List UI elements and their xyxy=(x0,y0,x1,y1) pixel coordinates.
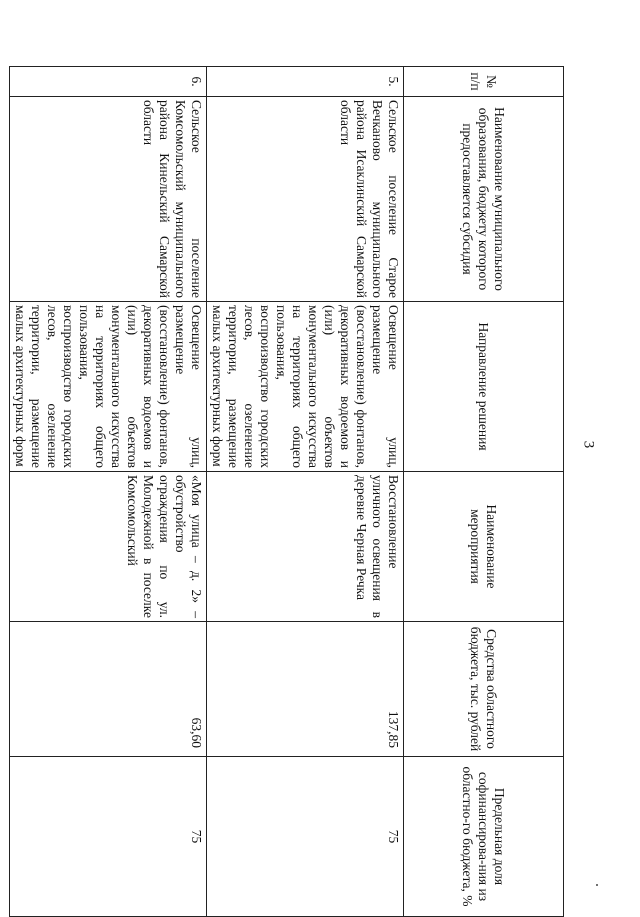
event-cell: Восстановление уличного освещения в деревне Черная Речка xyxy=(207,472,404,622)
funds-cell: 63,60 xyxy=(10,622,207,757)
row-number: 5. xyxy=(207,67,404,97)
direction-cell: Освещение улиц, размещение (восстановление) фонтанов, декоративных водоемов и (или) объектов монументального искусства на территориях общего пользования, воспроизводство городских лесов, озеленение территории, размещение малых архитектурных форм xyxy=(10,302,207,472)
direction-cell: Освещение улиц, размещение (восстановление) фонтанов, декоративных водоемов и (или) объектов монументального искусства на территориях общего пользования, воспроизводство городских лесов, озеленение территории, размещение малых архитектурных форм xyxy=(207,302,404,472)
table-row xyxy=(207,67,404,917)
header-municipality: Наименование муниципального образования, бюджету которого предоставляется субсидия xyxy=(404,97,564,302)
table-header-row xyxy=(404,67,564,917)
scan-speck xyxy=(596,884,598,886)
municipality-cell: Сельское поселение Старое Вечканово муниципального района Исаклинский Самарской области xyxy=(207,97,404,302)
subsidy-table xyxy=(9,66,564,917)
municipality-cell: Сельское поселение Комсомольский муниципального района Кинельский Самарской области xyxy=(10,97,207,302)
page-number: 3 xyxy=(580,440,597,449)
share-cell: 75 xyxy=(10,757,207,917)
header-share: Предельная доля софинансирова-ния из областно-го бюджета, % xyxy=(404,757,564,917)
header-direction: Направление решения xyxy=(404,302,564,472)
table-row xyxy=(10,67,207,917)
header-event: Наименование мероприятия xyxy=(404,472,564,622)
event-cell: «Моя улица – д. 2» – обустройство ограждения по ул. Молодежной в поселке Комсомольский xyxy=(10,472,207,622)
header-funds: Средства областного бюджета, тыс. рублей xyxy=(404,622,564,757)
header-number: № п/п xyxy=(404,67,564,97)
rotated-table-container xyxy=(13,66,564,916)
funds-cell: 137,85 xyxy=(207,622,404,757)
row-number: 6. xyxy=(10,67,207,97)
share-cell: 75 xyxy=(207,757,404,917)
